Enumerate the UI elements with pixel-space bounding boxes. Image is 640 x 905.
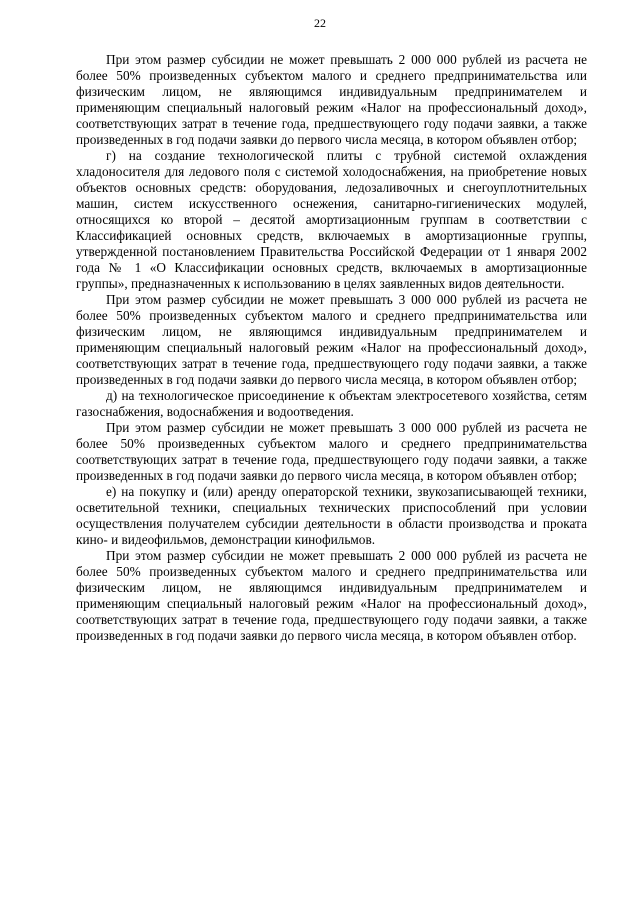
document-body (76, 52, 587, 644)
paragraph-subsidy-limit-2: При этом размер субсидии не может превышать 3 000 000 рублей из расчета не более 50% произведенных субъектом малого и среднего предпринимательства или физическим лицом, не являющимся индивидуальным предпринимателем и применяющим специальный налоговый режим «Налог на профессиональный доход», соответствующих затрат в течение года, предшествующего году подачи заявки, а также произведенных в год подачи заявки до первого числа месяца, в котором объявлен отбор; (76, 292, 587, 387)
page-number: 22 (314, 16, 326, 30)
paragraph-subsidy-limit-3: При этом размер субсидии не может превышать 3 000 000 рублей из расчета не более 50% произведенных субъектом малого и среднего предпринимательства соответствующих затрат в течение года, предшествующего году подачи заявки, а также произведенных в год подачи заявки до первого числа месяца, в котором объявлен отбор; (76, 420, 587, 483)
paragraph-item-g: г) на создание технологической плиты с трубной системой охлаждения хладоносителя для ледового поля с системой холодоснабжения, на приобретение новых объектов основных средств: оборудования, ледозаливочных и снегоуплотнительных машин, систем искусственного оснежения, санитарно-гигиенических модулей, относящихся ко второй – десятой амортизационным группам в соответствии с Классификацией основных средств, включаемых в амортизационные группы, утвержденной постановлением Правительства Российской Федерации от 1 января 2002 года № 1 «О Классификации основных средств, включаемых в амортизационные группы», предназначенных к использованию в целях заявленных видов деятельности. (76, 148, 587, 291)
paragraph-item-d: д) на технологическое присоединение к объектам электросетевого хозяйства, сетям газоснабжения, водоснабжения и водоотведения. (76, 388, 587, 419)
paragraph-subsidy-limit-1: При этом размер субсидии не может превышать 2 000 000 рублей из расчета не более 50% произведенных субъектом малого и среднего предпринимательства или физическим лицом, не являющимся индивидуальным предпринимателем и применяющим специальный налоговый режим «Налог на профессиональный доход», соответствующих затрат в течение года, предшествующего году подачи заявки, а также произведенных в год подачи заявки до первого числа месяца, в котором объявлен отбор; (76, 52, 587, 147)
paragraph-item-e: е) на покупку и (или) аренду операторской техники, звукозаписывающей техники, осветительной техники, специальных технических приспособлений при условии осуществления получателем субсидии деятельности в области производства и проката кино- и видеофильмов, демонстрации кинофильмов. (76, 484, 587, 547)
paragraph-subsidy-limit-4: При этом размер субсидии не может превышать 2 000 000 рублей из расчета не более 50% произведенных субъектом малого и среднего предпринимательства или физическим лицом, не являющимся индивидуальным предпринимателем и применяющим специальный налоговый режим «Налог на профессиональный доход», соответствующих затрат в течение года, предшествующего году подачи заявки, а также произведенных в год подачи заявки до первого числа месяца, в котором объявлен отбор. (76, 548, 587, 643)
